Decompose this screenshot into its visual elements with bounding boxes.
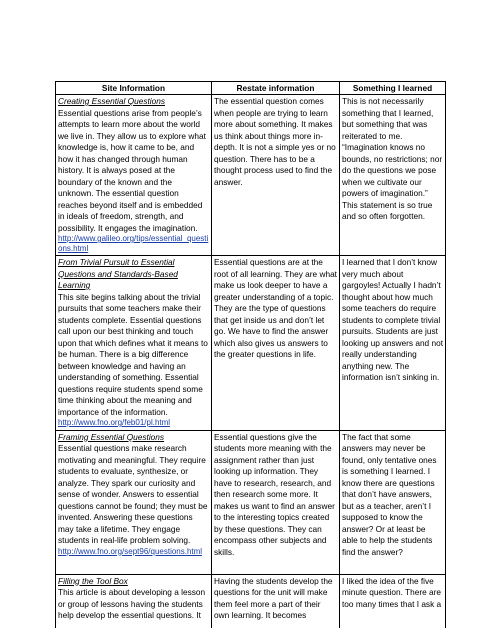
learned-cell: The fact that some answers may never be found, only tentative ones is something I learned. I know there are questions that don’t have answers, but as a teacher, aren’t I supposed to know the answer? Or at least be able to help the students find the answer? — [340, 430, 446, 574]
site-title: Filling the Tool Box — [58, 575, 128, 586]
site-link[interactable]: http://www.galileo.org/tips/essential_questions.html — [58, 234, 209, 253]
site-summary: This article is about developing a lesson or group of lessons having the students help develop the essential questions. It — [58, 587, 206, 620]
header-site-information: Site Information — [56, 82, 212, 95]
site-information-cell — [56, 256, 212, 431]
site-summary: Essential questions make research motivating and meaningful. They require students to evaluate, synthesize, or analyze. They spark our curiosity and sense of wonder. Answers to essential questions cannot be found; they must be invented. Answering these questions may take a lifetime. They engage students in real-life problem solving. — [58, 443, 208, 545]
site-title: From Trivial Pursuit to Essential Questions and Standards-Based Learning — [58, 257, 178, 290]
table-row — [56, 430, 446, 574]
learned-cell: I learned that I don’t know very much about gargoyles! Actually I hadn’t thought about how much some teachers do require students to complete trivial pursuits. Students are just looking up answers and not really understanding anything new. The information isn’t sinking in. — [340, 256, 446, 431]
site-summary: This site begins talking about the trivial pursuits that some teachers make their students complete. Essential questions call upon our best thinking and touch upon that which defines what it means to be human. There is a big difference between knowledge and having an understanding of something. Essential questions require students spend some time thinking about the meaning and importance of the information. — [58, 291, 208, 417]
site-link[interactable]: http://www.fno.org/feb01/pl.html — [58, 418, 171, 427]
learned-cell: This is not necessarily something that I learned, but something that was reiterated to me. “Imagination knows no bounds, no restrictions; nor do the questions we pose when we cultivate our powers of imagination.” This statement is so true and so often forgotten. — [340, 95, 446, 256]
restate-cell: Having the students develop the questions for the unit will make them feel more a part of their own learning. It becomes — [212, 574, 340, 628]
site-summary: Essential questions arise from people’s attempts to learn more about the world we live in. They allow us to explore what knowledge is, how it came to be, and how it has changed through human history. It is always posed at the boundary of the known and the unknown. The essential question reaches beyond itself and is embedded in ideals of freedom, strength, and possibility. It engages the imagination. — [58, 107, 206, 233]
restate-cell: Essential questions are at the root of all learning. They are what make us look deeper to have a greater understanding of a topic. They are the type of questions that get inside us and don’t let go. We have to find the answer which also gives us answers to the greater questions in life. — [212, 256, 340, 431]
research-notes-table — [55, 81, 446, 628]
site-title: Creating Essential Questions — [58, 96, 165, 106]
site-information-cell — [56, 574, 212, 628]
site-link[interactable]: http://www.fno.org/sept96/questions.html — [58, 546, 203, 556]
site-title: Framing Essential Questions — [58, 431, 165, 442]
table-header-row — [56, 82, 446, 95]
restate-cell: Essential questions give the students more meaning with the assignment rather than just looking up information. They have to research, research, and then research some more. It makes us want to find an answer to the interesting topics created by these questions. They can encompass other subjects and skills. — [212, 430, 340, 574]
site-information-cell — [56, 95, 212, 256]
table-row — [56, 256, 446, 431]
learned-cell: I liked the idea of the five minute question. There are too many times that I ask a — [340, 574, 446, 628]
table-row — [56, 574, 446, 628]
header-something-learned: Something I learned — [340, 82, 446, 95]
site-information-cell — [56, 430, 212, 574]
table-row — [56, 95, 446, 256]
header-restate-information: Restate information — [212, 82, 340, 95]
restate-cell: The essential question comes when people are trying to learn more about something. It makes us think about things more in-depth. It is not a simple yes or no question. There has to be a thought process used to find the answer. — [212, 95, 340, 256]
